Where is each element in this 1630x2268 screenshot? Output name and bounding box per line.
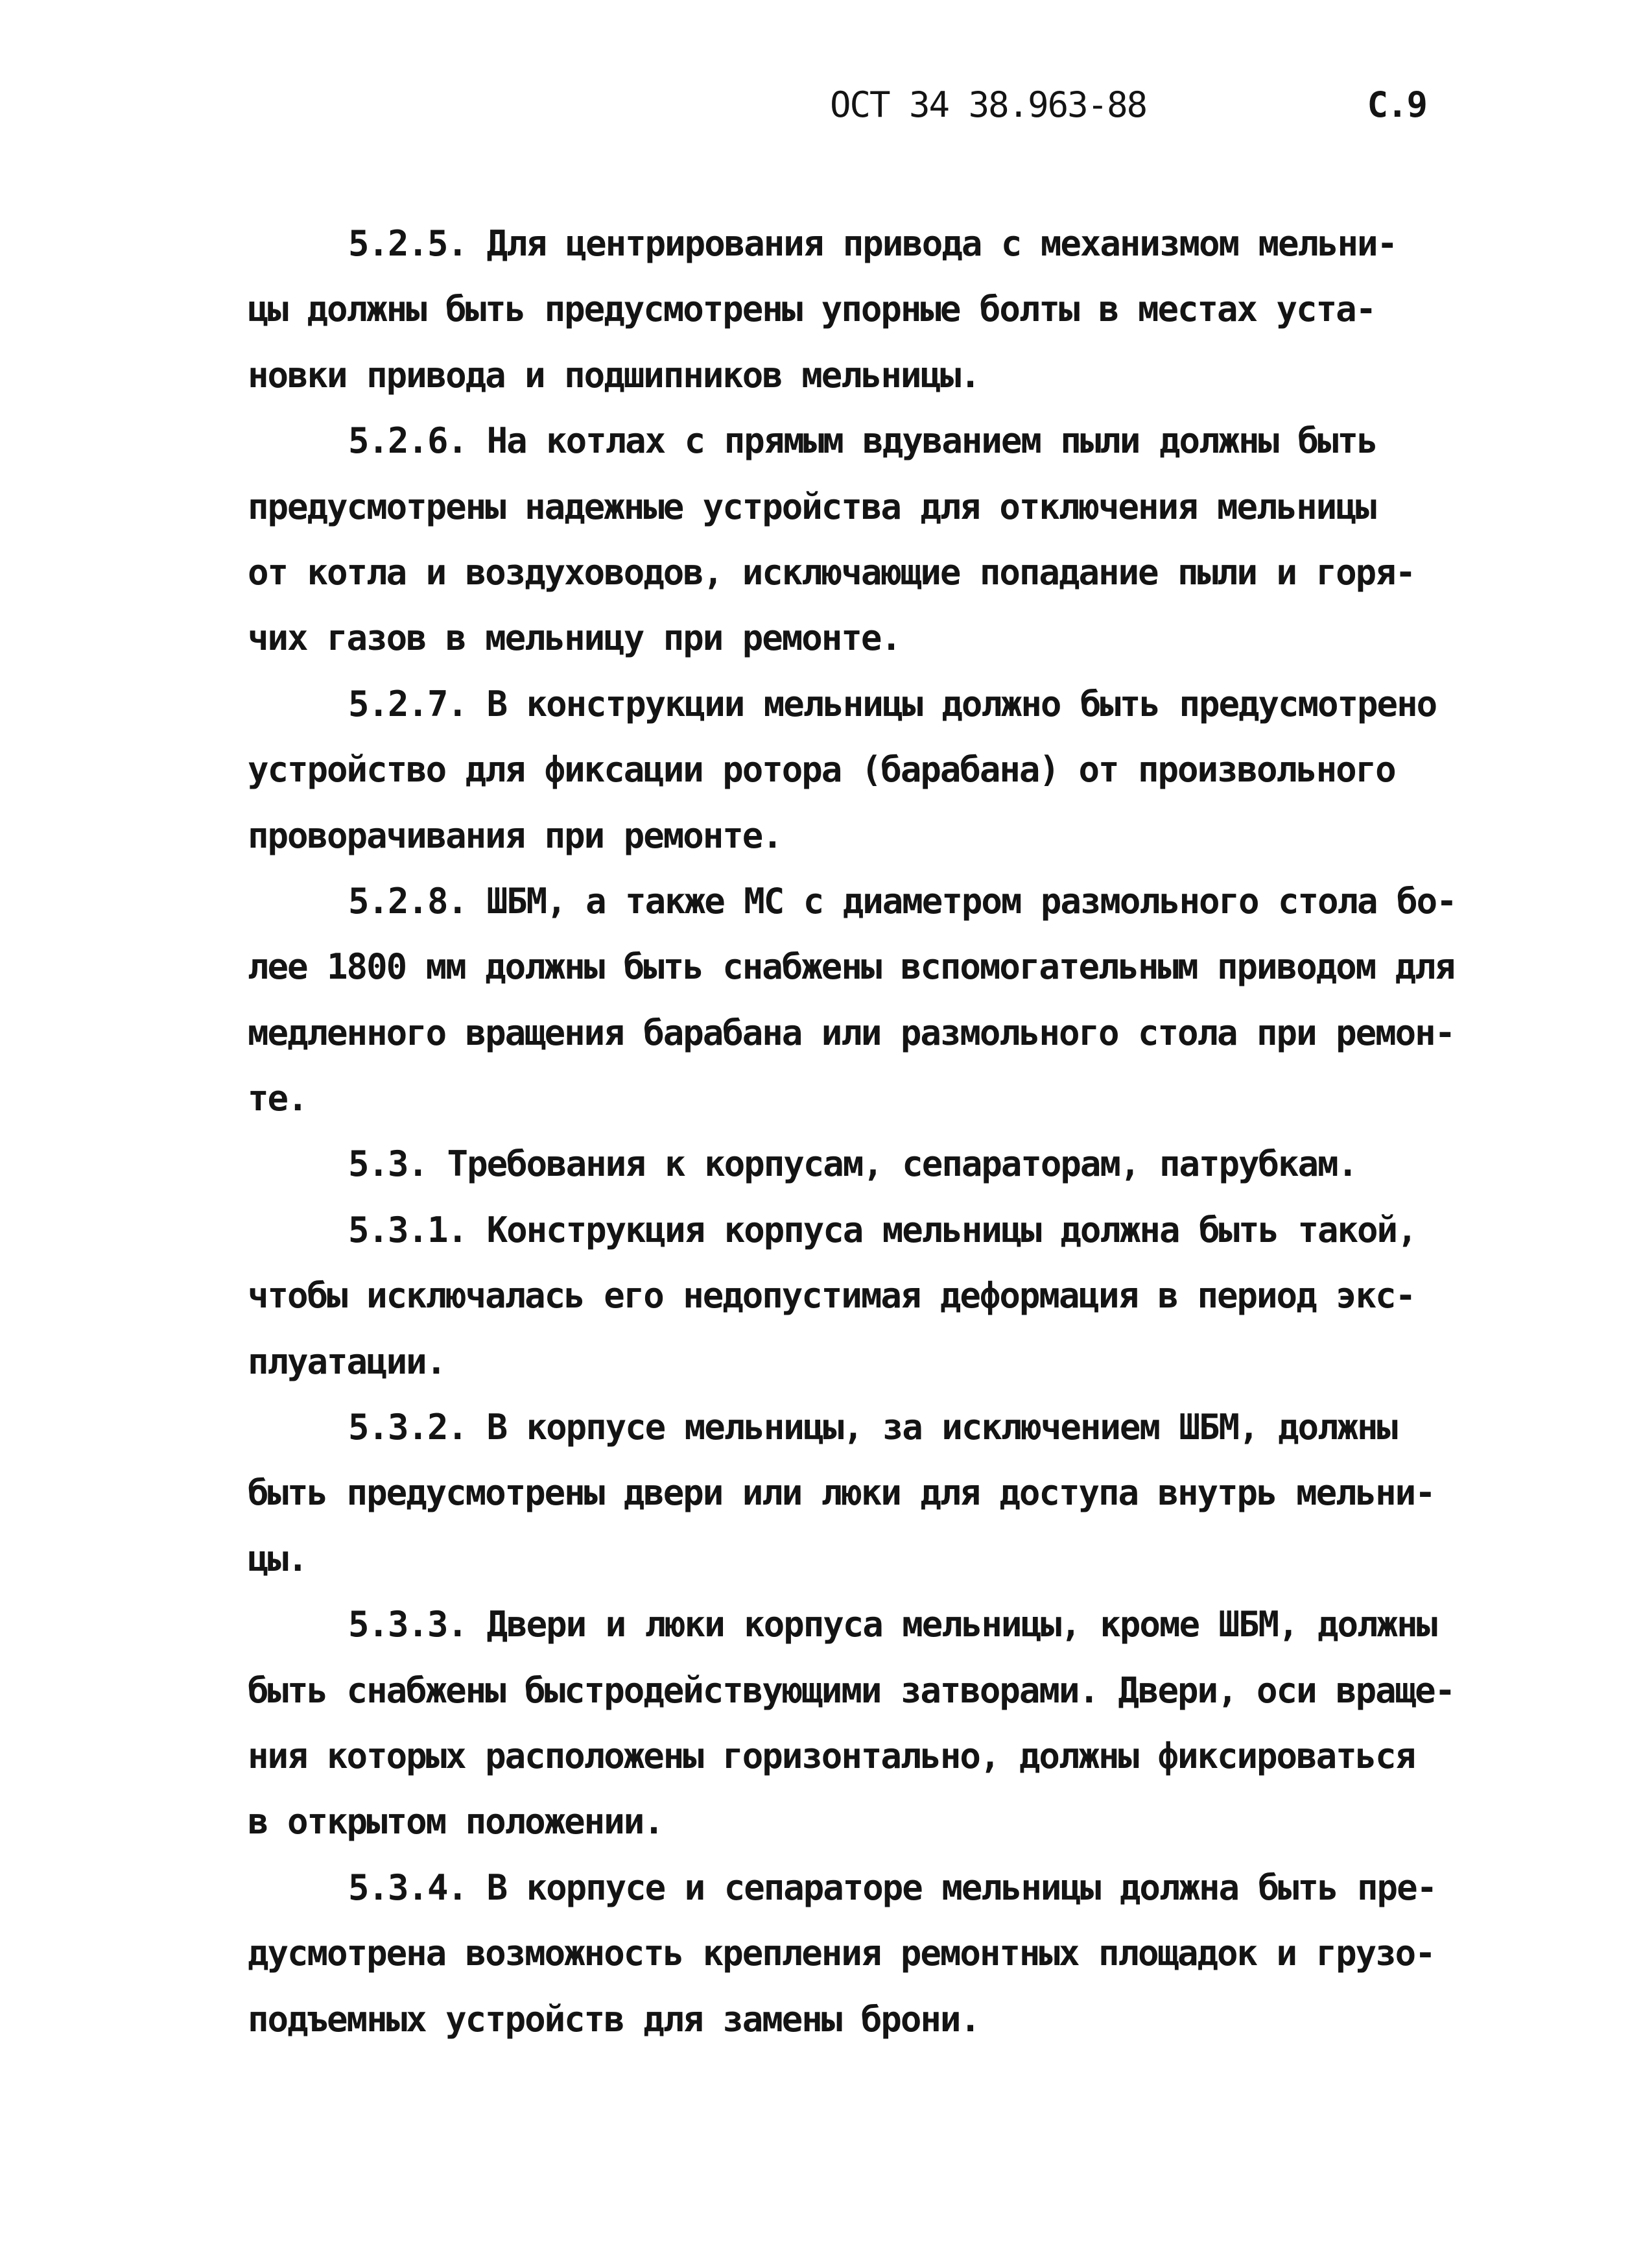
clause-5-2-6 <box>248 408 1480 671</box>
clause-line: предусмотрены надежные устройства для отключения мельницы <box>248 486 1376 527</box>
clause-line: плуатации. <box>248 1341 446 1382</box>
page-header <box>830 84 1426 136</box>
clause-line: 5.2.8. ШБМ, а также МС с диаметром размольного стола бо- <box>348 880 1456 922</box>
clause-line: дусмотрена возможность крепления ремонтных площадок и грузо- <box>248 1933 1435 1974</box>
clause-5-2-7 <box>248 671 1480 868</box>
clause-line: быть снабжены быстродействующими затворами. Двери, оси враще- <box>248 1669 1455 1711</box>
section-heading-5-3 <box>248 1131 1480 1197</box>
clause-line: те. <box>248 1078 307 1119</box>
page-number: С.9 <box>1367 84 1426 125</box>
clause-5-3-4 <box>248 1855 1480 2052</box>
section-heading: 5.3. Требования к корпусам, сепараторам, патрубкам. <box>348 1143 1358 1185</box>
clause-line: 5.3.2. В корпусе мельницы, за исключением ШБМ, должны <box>348 1407 1397 1448</box>
clause-line: 5.3.3. Двери и люки корпуса мельницы, кроме ШБМ, должны <box>348 1604 1437 1645</box>
clause-line: лее 1800 мм должны быть снабжены вспомогательным приводом для <box>248 946 1455 988</box>
clause-line: 5.2.5. Для центрирования привода с механизмом мельни- <box>348 223 1397 264</box>
clause-5-2-5 <box>248 211 1480 408</box>
clause-line: подъемных устройств для замены брони. <box>248 1998 980 2040</box>
clause-line: медленного вращения барабана или размольного стола при ремон- <box>248 1012 1455 1053</box>
document-body <box>248 211 1480 2052</box>
clause-line: чтобы исключалась его недопустимая деформация в период экс- <box>248 1275 1415 1317</box>
clause-line: проворачивания при ремонте. <box>248 815 782 856</box>
clause-5-3-3 <box>248 1592 1480 1855</box>
clause-5-2-8 <box>248 868 1480 1132</box>
clause-line: 5.2.7. В конструкции мельницы должно быть предусмотрено <box>348 683 1437 724</box>
clause-line: чих газов в мельницу при ремонте. <box>248 617 901 659</box>
clause-line: устройство для фиксации ротора (барабана) от произвольного <box>248 749 1395 791</box>
clause-line: от котла и воздуховодов, исключающие попадание пыли и горя- <box>248 551 1415 593</box>
clause-line: цы. <box>248 1538 307 1579</box>
clause-line: 5.3.1. Конструкция корпуса мельницы должна быть такой, <box>348 1209 1417 1250</box>
clause-line: новки привода и подшипников мельницы. <box>248 354 980 396</box>
clause-line: цы должны быть предусмотрены упорные болты в местах уста- <box>248 289 1376 330</box>
clause-5-3-2 <box>248 1394 1480 1592</box>
clause-line: в открытом положении. <box>248 1801 663 1843</box>
clause-5-3-1 <box>248 1197 1480 1394</box>
clause-line: 5.3.4. В корпусе и сепараторе мельницы должна быть пре- <box>348 1867 1437 1908</box>
clause-line: быть предусмотрены двери или люки для доступа внутрь мельни- <box>248 1472 1435 1514</box>
clause-line: 5.2.6. На котлах с прямым вдуванием пыли должны быть <box>348 420 1377 462</box>
document-code: ОСТ 34 38.963-88 <box>830 84 1147 125</box>
clause-line: ния которых расположены горизонтально, должны фиксироваться <box>248 1735 1415 1776</box>
